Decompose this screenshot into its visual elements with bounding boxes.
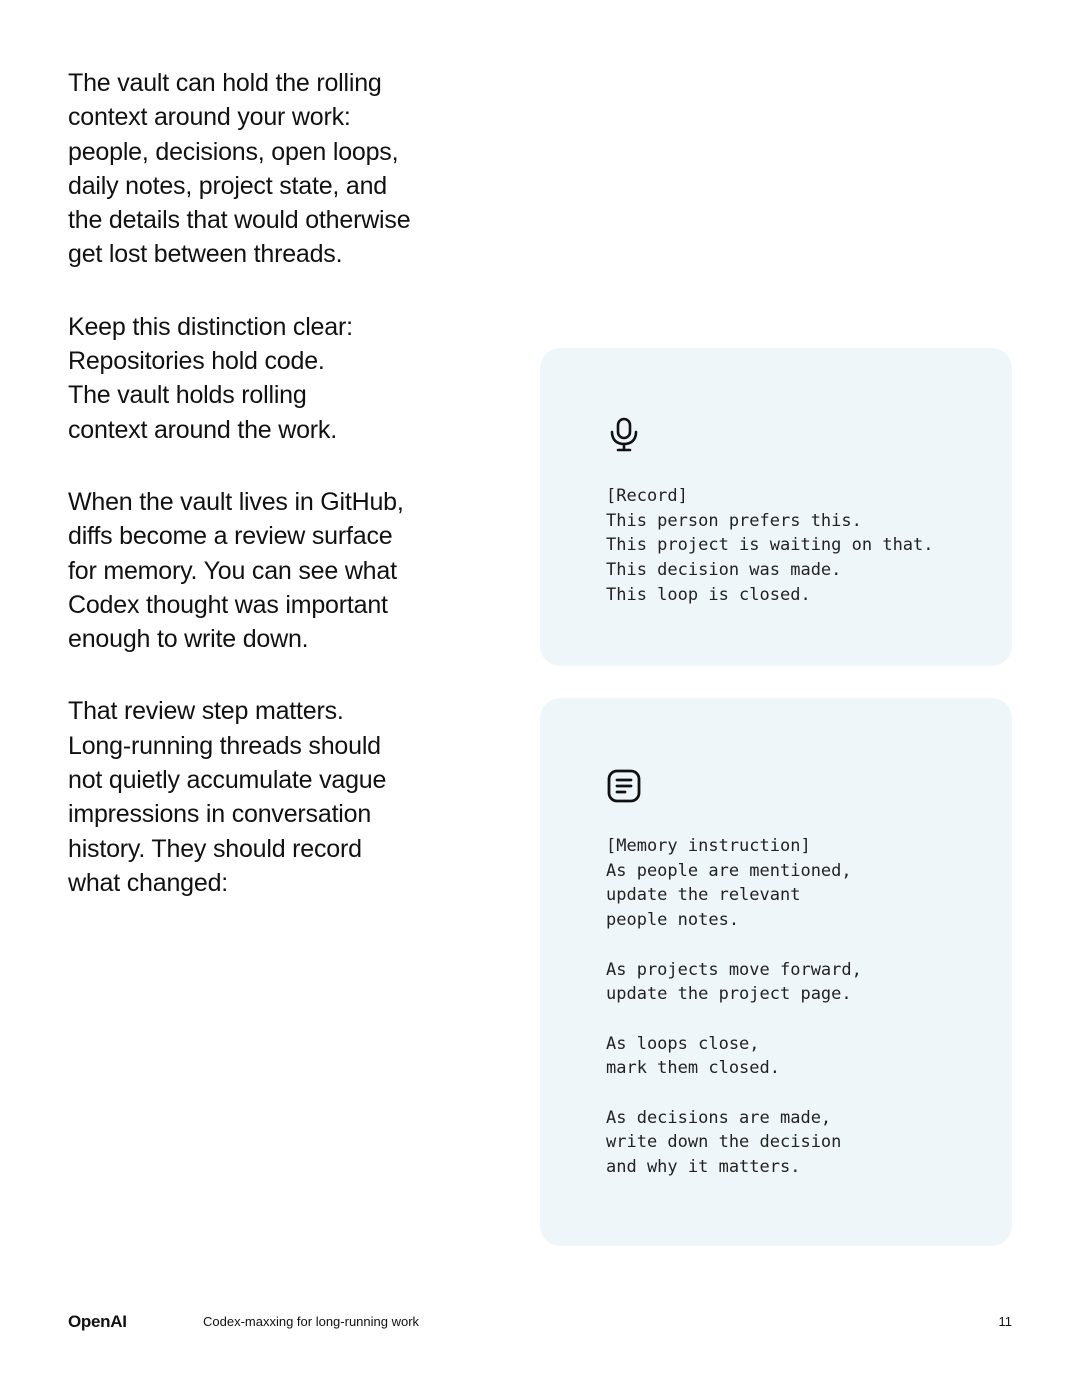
microphone-icon xyxy=(606,416,642,452)
note-icon xyxy=(606,768,642,804)
memory-instruction-card xyxy=(540,698,1012,1246)
paragraph-distinction: Keep this distinction clear: Repositories hold code. The vault holds rolling context around the work. xyxy=(68,312,353,444)
body-text xyxy=(68,66,468,938)
memory-instruction-text: [Memory instruction] As people are mentioned, update the relevant people notes. As projects move forward, update the project page. As loops close, mark them closed. As decisions are made, write down the decision and why it matters. xyxy=(606,836,862,1178)
openai-logo: OpenAI xyxy=(68,1312,127,1331)
record-card xyxy=(540,348,1012,666)
page-number: 11 xyxy=(998,1314,1012,1329)
page-footer xyxy=(0,1312,1080,1336)
paragraph-vault-context: The vault can hold the rolling context around your work: people, decisions, open loops, daily notes, project state, and the details that would otherwise get lost between threads. xyxy=(68,69,411,269)
paragraph-review-step: That review step matters. Long-running threads should not quietly accumulate vague impressions in conversation history. They should record what changed: xyxy=(68,697,387,897)
paragraph-github-diffs: When the vault lives in GitHub, diffs become a review surface for memory. You can see what Codex thought was important enough to write down. xyxy=(68,487,404,654)
document-title: Codex-maxxing for long-running work xyxy=(203,1314,420,1329)
record-text: [Record] This person prefers this. This project is waiting on that. This decision was made. This loop is closed. xyxy=(606,486,934,605)
